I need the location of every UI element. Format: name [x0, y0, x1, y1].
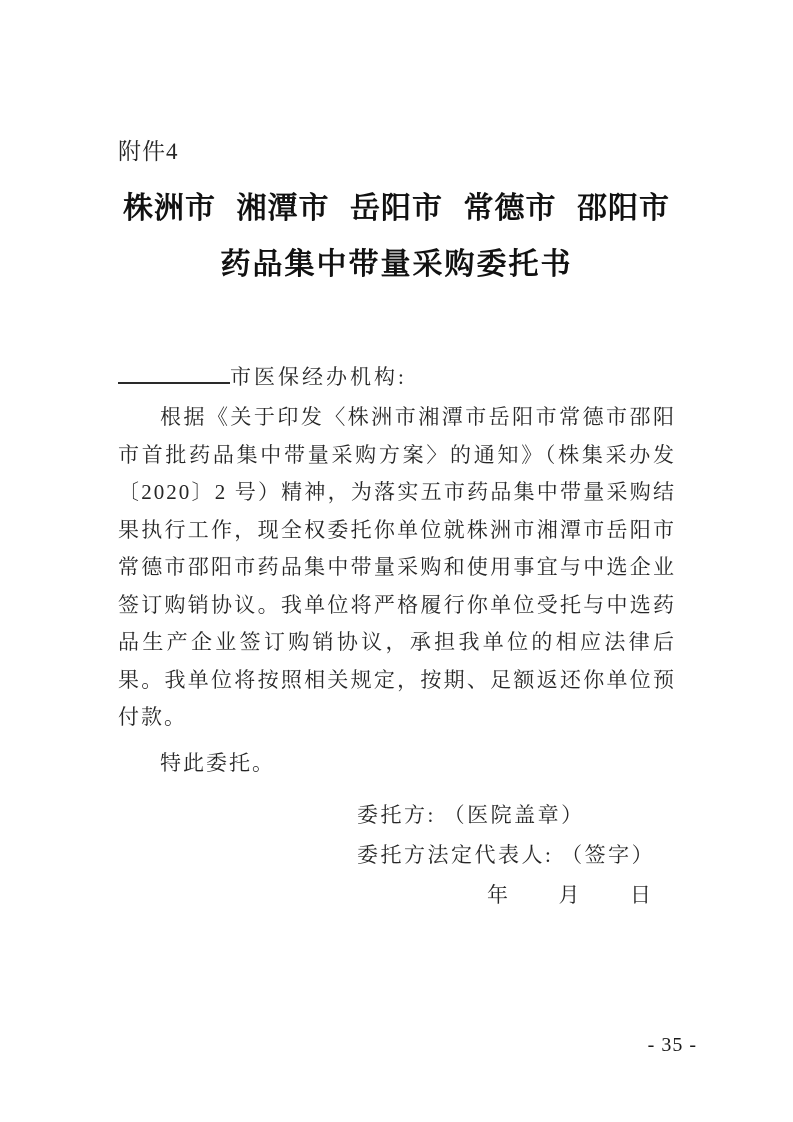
document-title-line-1: 株洲市 湘潭市 岳阳市 常德市 邵阳市	[123, 192, 670, 225]
salutation-text: 市医保经办机构:	[230, 365, 407, 389]
salutation-line	[118, 360, 407, 391]
closing-line: 特此委托。	[160, 750, 275, 775]
signature-legal-representative: 委托方法定代表人: （签字）	[357, 843, 656, 867]
signature-entrusting-party: 委托方: （医院盖章）	[357, 803, 585, 827]
fill-in-blank-underline	[118, 360, 230, 384]
page-number: - 35 -	[647, 1034, 697, 1056]
body-paragraph: 根据《关于印发〈株洲市湘潭市岳阳市常德市邵阳市首批药品集中带量采购方案〉的通知》（株集采办发〔2020〕2 号）精神，为落实五市药品集中带量采购结果执行工作，现全权委托你单位就株洲市湘潭市岳阳市常德市邵阳市药品集中带量采购和使用事宜与中选企业签订购销协议。我单位将严格履行你单位受托与中选药品生产企业签订购销协议，承担我单位的相应法律后果。我单位将按照相关规定，按期、足额返还你单位预付款。	[118, 405, 676, 729]
date-year-label: 年	[487, 883, 511, 907]
date-month-label: 月	[558, 883, 582, 907]
attachment-label: 附件4	[118, 139, 179, 164]
signature-block	[357, 795, 655, 915]
document-title-line-2: 药品集中带量采购委托书	[220, 248, 573, 281]
body-text-block	[118, 399, 676, 782]
signature-date-line	[357, 875, 655, 915]
date-day-label: 日	[630, 883, 654, 907]
document-title	[0, 191, 793, 283]
